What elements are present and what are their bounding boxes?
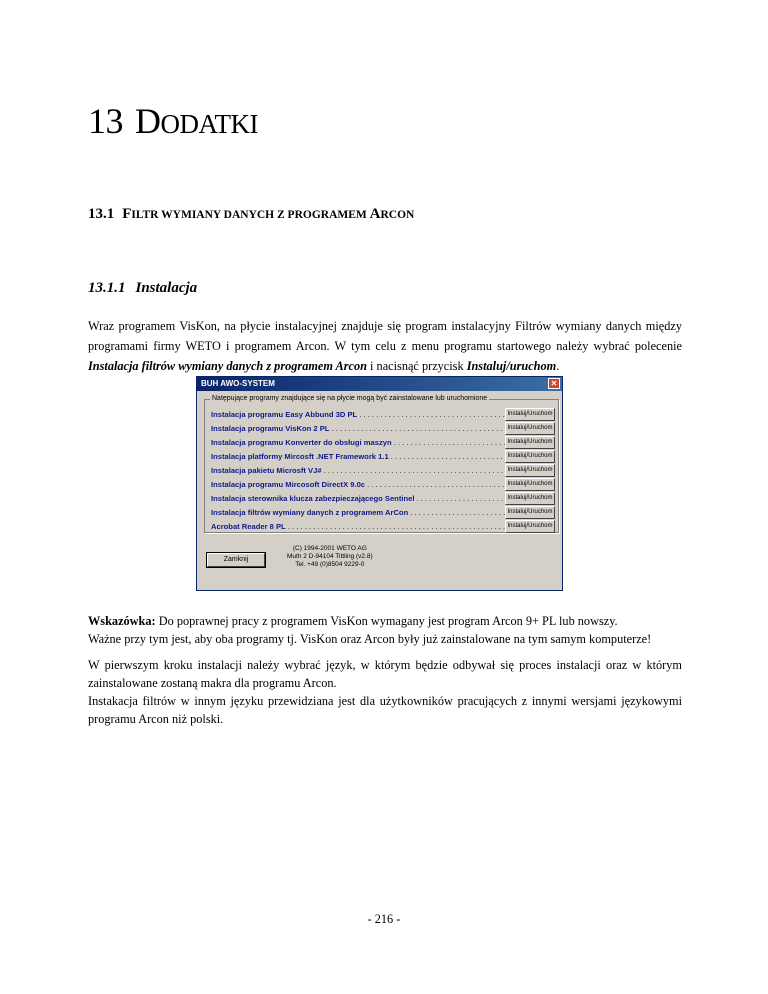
program-label: Instalacja programu Mircosoft DirectX 9.0c . . . bbox=[211, 478, 505, 491]
close-icon[interactable]: ✕ bbox=[548, 378, 560, 389]
install-run-button[interactable]: Instaluj/Uruchom bbox=[505, 506, 555, 519]
section-title-part: RCON bbox=[380, 209, 415, 221]
dialog-titlebar bbox=[197, 377, 562, 391]
program-label: Instalacja programu Easy Abbund 3D PL . . . bbox=[211, 408, 505, 421]
program-label: Instalacja programu VisKon 2 PL . . . bbox=[211, 422, 505, 435]
list-item bbox=[211, 450, 555, 463]
list-item bbox=[211, 492, 555, 505]
program-label: Instalacja sterownika klucza zabezpieczającego Sentinel . . . bbox=[211, 492, 505, 505]
section-title-part: F bbox=[122, 206, 132, 222]
menu-command-name: Instalacja filtrów wymiany danych z programem Arcon bbox=[88, 359, 367, 373]
list-item bbox=[211, 520, 555, 533]
program-label: Instalacja programu Konverter do obsługi maszyn . . . bbox=[211, 436, 505, 449]
copyright-line: Tel. +49 (0)8504 9229-0 bbox=[295, 561, 365, 568]
list-item bbox=[211, 506, 555, 519]
page-number: - 216 - bbox=[367, 912, 401, 926]
paragraph-text: Instakacja filtrów w innym języku przewidziana jest dla użytkowników pracujących z innymi wersjami językowymi programu Arcon niż polski. bbox=[88, 694, 682, 726]
intro-text: Wraz programem VisKon, na płycie instalacyjnej znajduje się program instalacyjny Filtrów wymiany danych między programami firmy WETO i programem Arcon. W tym celu z menu programu startowego należy wybrać polecenie bbox=[88, 319, 682, 353]
install-run-button[interactable]: Instaluj/Uruchom bbox=[505, 492, 555, 505]
section-number: 13.1 bbox=[88, 206, 115, 222]
copyright-line: (C) 1994-2001 WETO AG bbox=[292, 545, 367, 552]
install-run-button[interactable]: Instaluj/Uruchom bbox=[505, 422, 555, 435]
program-label: Instalacja filtrów wymiany danych z programem ArCon . . . bbox=[211, 506, 505, 519]
installer-dialog-screenshot bbox=[196, 376, 563, 591]
subsection-number: 13.1.1 bbox=[88, 280, 126, 296]
list-item bbox=[211, 422, 555, 435]
program-label: Instalacja platformy Mircosft .NET Framework 1.1 . . . bbox=[211, 450, 505, 463]
program-list-groupbox bbox=[204, 395, 559, 533]
button-name-reference: Instaluj/uruchom bbox=[466, 359, 557, 373]
chapter-heading bbox=[88, 100, 258, 142]
intro-paragraph bbox=[88, 316, 682, 376]
tip-text: Do poprawnej pracy z programem VisKon wymagany jest program Arcon 9+ PL lub nowszy. bbox=[155, 614, 618, 628]
chapter-number: 13 bbox=[88, 101, 123, 141]
intro-text: i nacisnąć przycisk bbox=[366, 359, 467, 373]
groupbox-label: Natępujące programy znajdujące się na płycie mogą być zainstalowane lub uruchomione bbox=[212, 395, 488, 402]
tip-label: Wskazówka: bbox=[88, 614, 156, 628]
subsection-heading bbox=[88, 280, 197, 297]
subsection-title: Instalacja bbox=[135, 280, 198, 296]
copyright-info bbox=[287, 545, 373, 569]
tip-text: Ważne przy tym jest, aby oba programy tj. VisKon oraz Arcon były już zainstalowane na tym samym komputerze! bbox=[88, 632, 652, 646]
language-paragraph bbox=[88, 656, 682, 728]
chapter-title-initial: D bbox=[135, 101, 161, 141]
copyright-line: Muth 2 D-94104 Tittling (v2.8) bbox=[287, 553, 373, 560]
install-run-button[interactable]: Instaluj/Uruchom bbox=[505, 478, 555, 491]
install-run-button[interactable]: Instaluj/Uruchom bbox=[505, 520, 555, 533]
install-run-button[interactable]: Instaluj/Uruchom bbox=[505, 408, 555, 421]
section-title-part: ILTR WYMIANY DANYCH Z PROGRAMEM bbox=[131, 209, 370, 221]
list-item bbox=[211, 478, 555, 491]
tip-paragraph bbox=[88, 612, 682, 648]
install-run-button[interactable]: Instaluj/Uruchom bbox=[505, 450, 555, 463]
install-run-button[interactable]: Instaluj/Uruchom bbox=[505, 436, 555, 449]
list-item bbox=[211, 464, 555, 477]
section-title-part: A bbox=[369, 206, 381, 222]
list-item bbox=[211, 436, 555, 449]
program-label: Acrobat Reader 8 PL . . . bbox=[211, 520, 505, 533]
dialog-title: BUH AWO-SYSTEM bbox=[201, 379, 275, 388]
close-dialog-button[interactable]: Zamknij bbox=[207, 553, 265, 567]
chapter-title-rest: ODATKI bbox=[160, 109, 258, 139]
list-item bbox=[211, 408, 555, 421]
section-heading bbox=[88, 206, 414, 223]
intro-text: . bbox=[556, 359, 560, 373]
paragraph-text: W pierwszym kroku instalacji należy wybrać język, w którym będzie odbywał się proces instalacji oraz w którym zainstalowane zostaną makra dla programu Arcon. bbox=[88, 658, 682, 690]
install-run-button[interactable]: Instaluj/Uruchom bbox=[505, 464, 555, 477]
program-label: Instalacja pakietu Microsft VJ# . . . bbox=[211, 464, 505, 477]
